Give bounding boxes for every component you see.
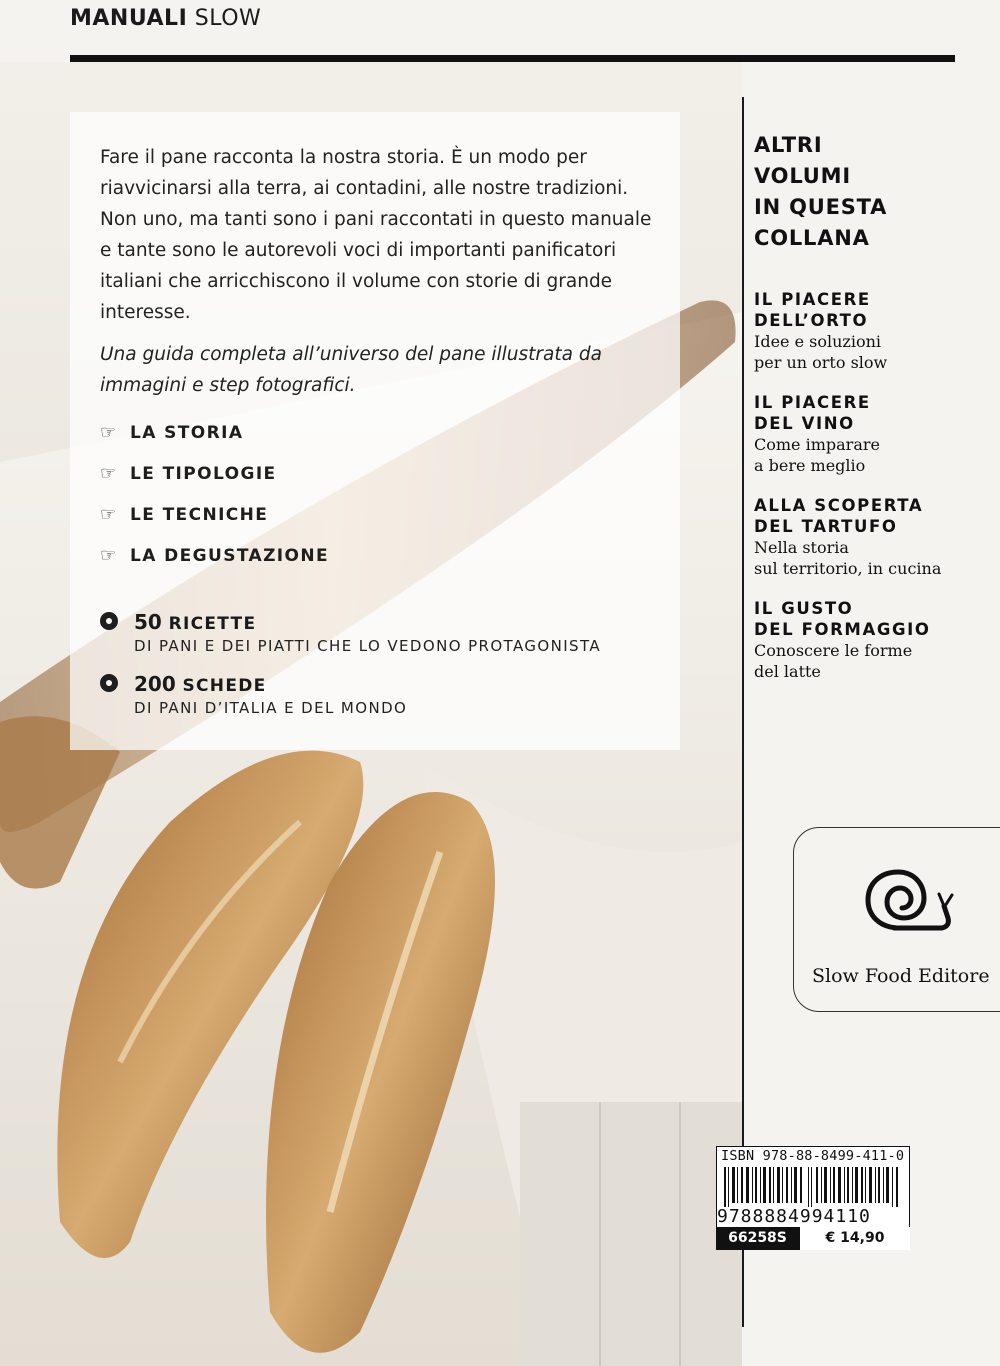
topic-item (100, 504, 268, 534)
sidebar-title-line: VOLUMI (754, 164, 851, 188)
volume-subtitle: a bere meglio (754, 456, 866, 475)
price-label: € 14,90 (799, 1227, 910, 1250)
feature-detail: DI PANI D’ITALIA E DEL MONDO (134, 699, 408, 717)
feature-word: SCHEDE (182, 676, 267, 696)
sidebar-title (754, 130, 994, 254)
series-brand-light: SLOW (194, 6, 262, 31)
intro-italic: Una guida completa all’universo del pane illustrata da immagini e step fotografici. (100, 344, 602, 396)
volume-title: DEL VINO (754, 414, 855, 433)
volume-subtitle: Idee e soluzioni (754, 332, 882, 351)
bullet-icon (100, 612, 118, 630)
ean-digits: 9788884994110 (717, 1206, 871, 1227)
volume-item (754, 392, 994, 476)
volume-title: IL GUSTO (754, 599, 854, 618)
volume-title: DEL FORMAGGIO (754, 620, 931, 639)
feature-number: 50 (134, 610, 162, 634)
sidebar-divider (742, 97, 744, 1327)
pointing-hand-icon: ☞ (100, 463, 118, 484)
volume-subtitle: Come imparare (754, 435, 880, 454)
volume-subtitle: del latte (754, 662, 821, 681)
volume-item (754, 598, 994, 682)
feature-number: 200 (134, 672, 176, 696)
volume-title: DELL’ORTO (754, 311, 869, 330)
series-header (70, 6, 261, 31)
pointing-hand-icon: ☞ (100, 422, 118, 443)
topic-item (100, 545, 329, 575)
product-code: 66258S (716, 1227, 799, 1250)
pointing-hand-icon: ☞ (100, 504, 118, 525)
feature-word: RICETTE (168, 614, 257, 634)
volume-title: IL PIACERE (754, 393, 871, 412)
topic-label: LE TECNICHE (130, 505, 269, 525)
volume-title: ALLA SCOPERTA (754, 496, 924, 515)
volume-subtitle: per un orto slow (754, 353, 888, 372)
sidebar-title-line: IN QUESTA (754, 195, 888, 219)
snail-logo-icon (864, 866, 956, 936)
topic-label: LA STORIA (130, 423, 244, 443)
bullet-icon (100, 674, 118, 692)
series-brand-bold: MANUALI (70, 6, 188, 31)
volume-item (754, 289, 994, 373)
isbn-text: ISBN 978-88-8499-411-0 (721, 1148, 905, 1164)
intro-paragraph: Fare il pane racconta la nostra storia. È un modo per riavvicinarsi alla terra, ai contadini, alle nostre tradizioni. Non uno, ma tanti sono i pani raccontati in questo manuale e tante sono le autorevoli voci di importanti panificatori italiani che arricchiscono il volume con storie di grande interesse. (100, 147, 652, 323)
publisher-name: Slow Food Editore (812, 965, 990, 987)
sidebar-title-line: COLLANA (754, 226, 870, 250)
volume-subtitle: sul territorio, in cucina (754, 559, 942, 578)
barcode-bars (722, 1167, 904, 1207)
topic-item (100, 422, 243, 452)
topic-label: LE TIPOLOGIE (130, 464, 277, 484)
volume-title: DEL TARTUFO (754, 517, 898, 536)
volume-subtitle: Conoscere le forme (754, 641, 913, 660)
volume-item (754, 495, 994, 579)
feature-detail: DI PANI E DEI PIATTI CHE LO VEDONO PROTAGONISTA (134, 637, 601, 655)
pointing-hand-icon: ☞ (100, 545, 118, 566)
topic-label: LA DEGUSTAZIONE (130, 546, 330, 566)
topic-item (100, 463, 277, 493)
volume-title: IL PIACERE (754, 290, 871, 309)
volume-subtitle: Nella storia (754, 538, 849, 557)
top-rule (70, 55, 955, 62)
sidebar-title-line: ALTRI (754, 133, 823, 157)
